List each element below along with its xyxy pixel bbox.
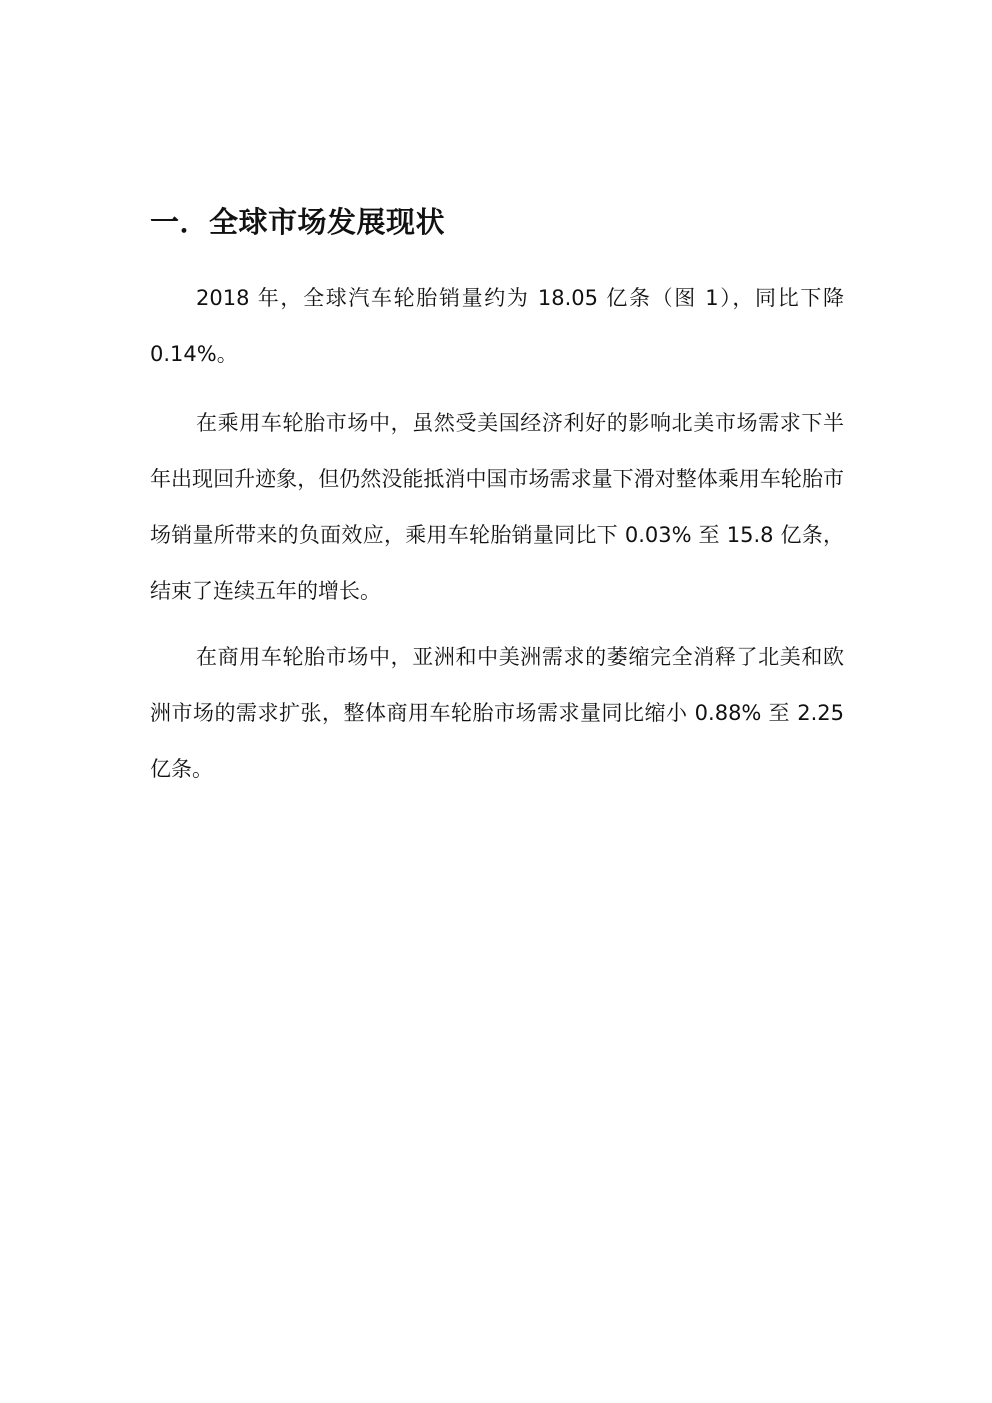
section-heading: 一．全球市场发展现状 [150, 205, 446, 239]
paragraph-global-sales: 2018 年，全球汽车轮胎销量约为 18.05 亿条（图 1），同比下降 0.14%。 [150, 286, 844, 366]
paragraph-commercial-tires: 在商用车轮胎市场中，亚洲和中美洲需求的萎缩完全消释了北美和欧洲市场的需求扩张，整体商用车轮胎市场需求量同比缩小 0.88% 至 2.25 亿条。 [150, 645, 844, 781]
paragraph-passenger-tires: 在乘用车轮胎市场中，虽然受美国经济利好的影响北美市场需求下半年出现回升迹象，但仍然没能抵消中国市场需求量下滑对整体乘用车轮胎市场销量所带来的负面效应，乘用车轮胎销量同比下 0.03% 至 15.8 亿条，结束了连续五年的增长。 [150, 411, 844, 603]
